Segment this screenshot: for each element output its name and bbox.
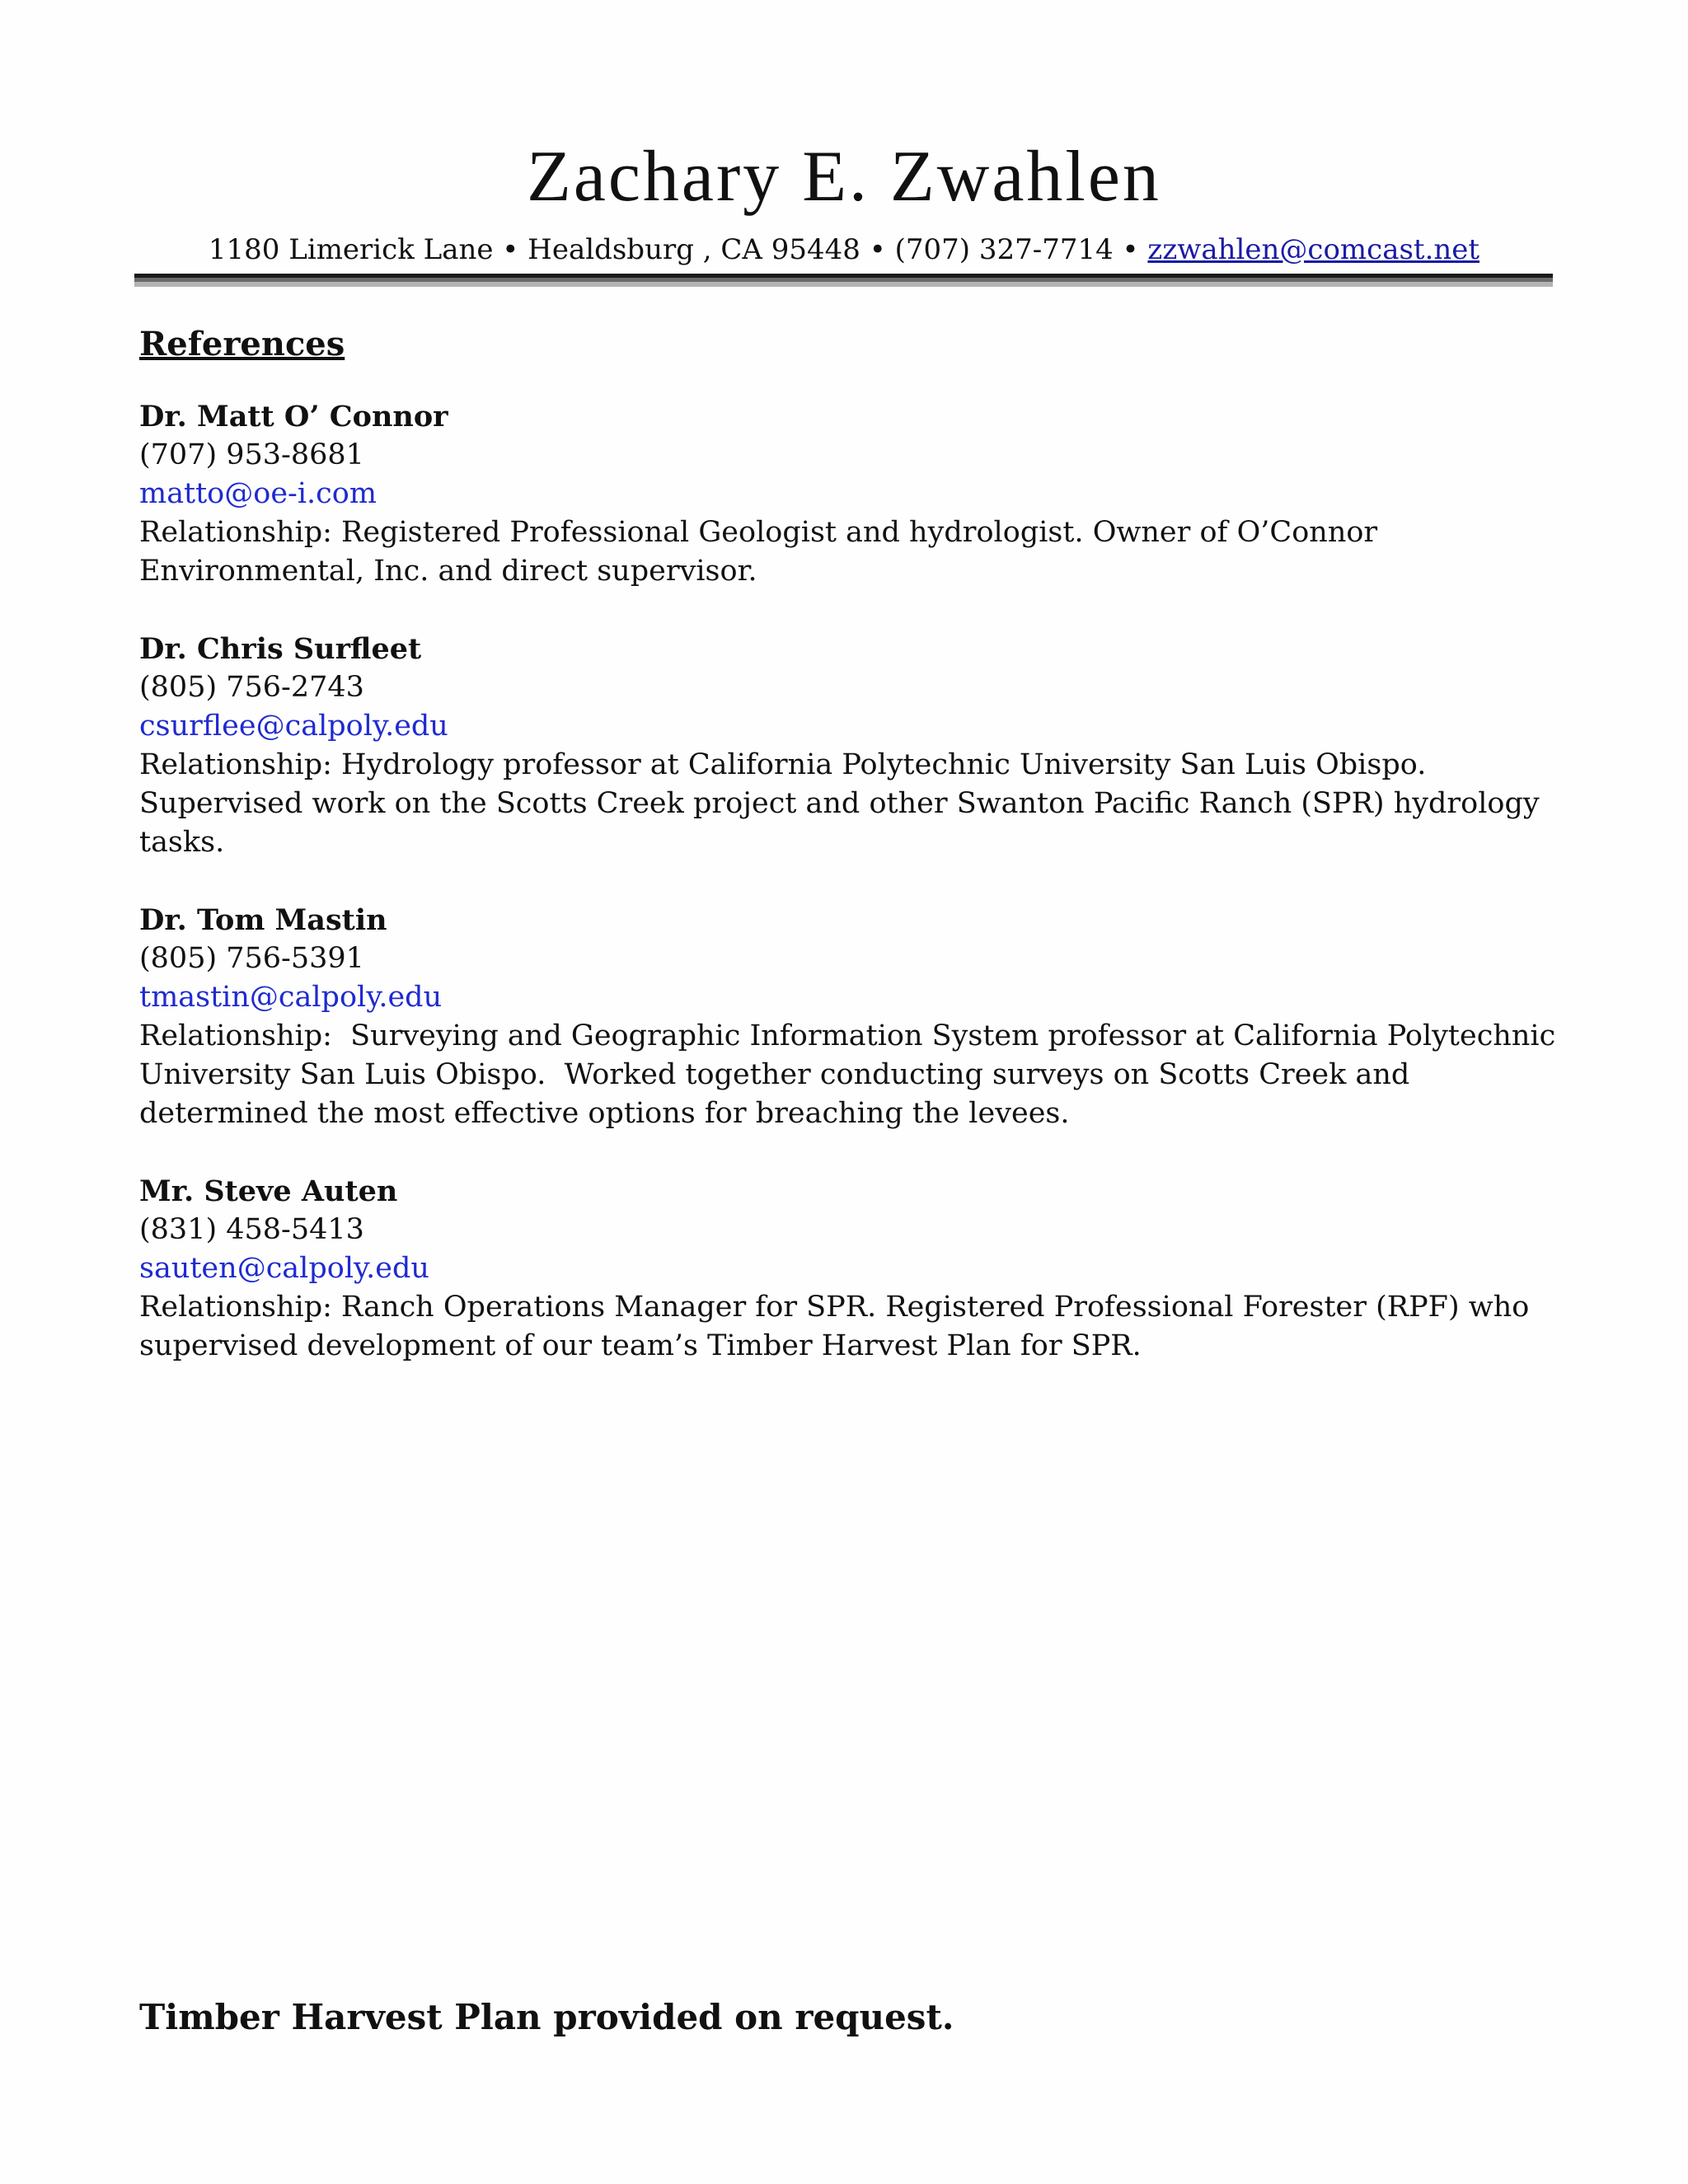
reference-relationship: Relationship: Hydrology professor at California Polytechnic University San Luis Obispo. Supervised work on the Scotts Creek project and other Swanton Pacific Ranch (SPR) hydrology tasks. [139,748,1549,859]
reference-name: Mr. Steve Auten [139,1174,398,1208]
reference-entry [139,901,1565,1133]
header-divider [134,274,1553,288]
applicant-name: Zachary E. Zwahlen [527,137,1161,217]
reference-phone: (805) 756-5391 [139,942,364,975]
reference-relationship: Relationship: Registered Professional Geologist and hydrologist. Owner of O’Connor Environmental, Inc. and direct supervisor. [139,516,1387,588]
reference-entry [139,397,1557,591]
reference-relationship: Relationship: Ranch Operations Manager for SPR. Registered Professional Forester (RPF) who supervised development of our team’s Timber Harvest Plan for SPR. [139,1291,1539,1362]
reference-name: Dr. Chris Surfleet [139,632,422,666]
reference-phone: (707) 953-8681 [139,438,364,471]
reference-entry [139,1172,1557,1366]
reference-name: Dr. Tom Mastin [139,903,387,937]
divider-light-band [134,282,1553,287]
reference-phone: (805) 756-2743 [139,671,364,704]
reference-email-link[interactable]: sauten@calpoly.edu [139,1252,429,1285]
contact-address-phone: 1180 Limerick Lane • Healdsburg , CA 95448 • (707) 327-7714 • [208,233,1148,266]
contact-email-link[interactable]: zzwahlen@comcast.net [1147,233,1480,266]
reference-email-link[interactable]: tmastin@calpoly.edu [139,981,443,1014]
reference-name: Dr. Matt O’ Connor [139,400,448,434]
reference-email-link[interactable]: csurflee@calpoly.edu [139,710,448,743]
section-title-references: References [139,325,345,363]
reference-relationship: Relationship: Surveying and Geographic Information System professor at California Polytechnic University San Luis Obispo. Worked together conducting surveys on Scotts Creek and determined the most effective options for breaching the levees. [139,1019,1565,1130]
reference-phone: (831) 458-5413 [139,1213,364,1246]
reference-entry [139,630,1557,862]
contact-line [0,231,1688,269]
timber-harvest-note: Timber Harvest Plan provided on request. [139,1997,954,2037]
reference-email-link[interactable]: matto@oe-i.com [139,477,377,510]
references-content [139,321,1565,1404]
